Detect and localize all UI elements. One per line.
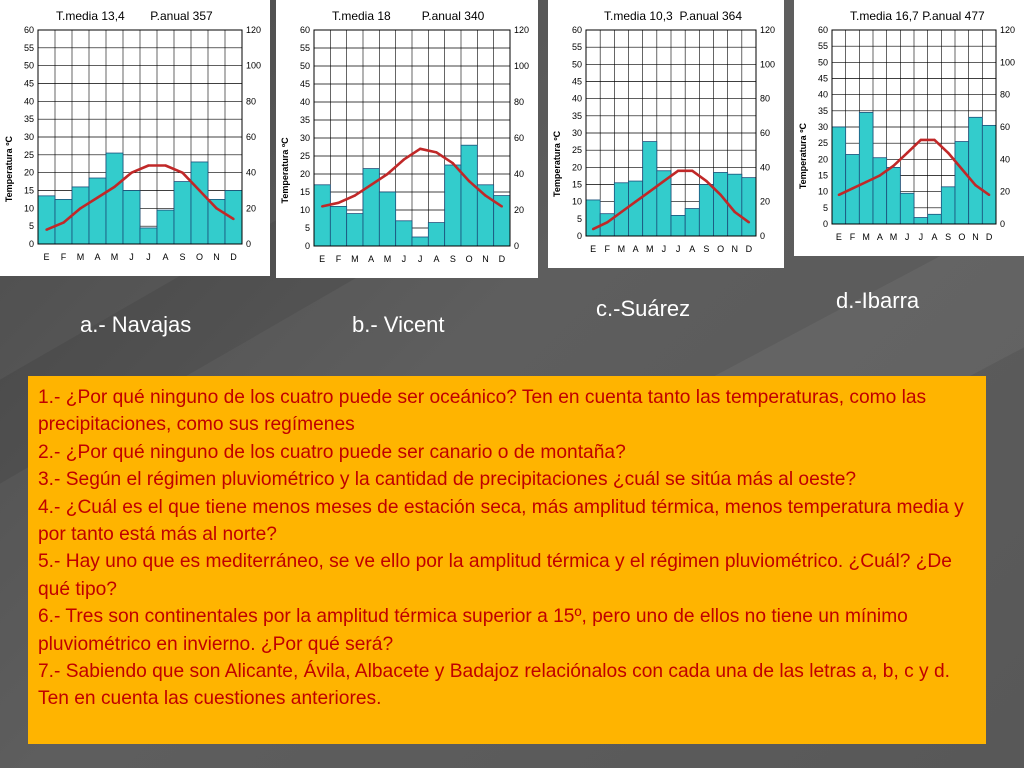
chart-d-precip-bar bbox=[900, 193, 914, 224]
chart-b-temp-tick: 30 bbox=[299, 133, 310, 143]
chart-d-temp-tick: 10 bbox=[817, 186, 828, 197]
chart-d-temp-point bbox=[961, 168, 963, 170]
chart-c-temp-point bbox=[620, 211, 622, 213]
chart-c-precip-tick: 60 bbox=[760, 128, 771, 138]
chart-c-temp-point bbox=[663, 180, 665, 182]
chart-d-temp-tick: 30 bbox=[817, 122, 828, 132]
chart-b-temp-point bbox=[403, 158, 405, 160]
chart-c-temp-tick: 15 bbox=[571, 179, 582, 190]
chart-c-temp-tick: 40 bbox=[571, 93, 582, 104]
chart-a-precip-bar bbox=[225, 191, 242, 245]
chart-d-month-label: J bbox=[918, 232, 924, 242]
chart-a-temp-tick: 45 bbox=[23, 78, 34, 89]
chart-a-temp-tick: 5 bbox=[28, 221, 34, 232]
chart-d-precip-tick: 40 bbox=[1000, 154, 1011, 165]
chart-d-precip-tick: 0 bbox=[1000, 219, 1006, 229]
chart-c-precip-bar bbox=[742, 178, 756, 236]
chart-a-temp-tick: 50 bbox=[23, 60, 34, 71]
questions-box bbox=[28, 376, 986, 744]
chart-d-month-label: A bbox=[876, 232, 883, 242]
chart-b-temp-tick: 40 bbox=[299, 97, 310, 107]
chart-d-precip-bar bbox=[928, 214, 942, 224]
chart-c-temp-tick: 45 bbox=[571, 76, 582, 87]
chart-c-temp-tick: 30 bbox=[571, 128, 582, 138]
chart-b-temp-axis-label: Temperatura ºC bbox=[280, 137, 290, 204]
chart-d-month-label: E bbox=[835, 232, 842, 242]
question-5: 5.- Hay uno que es mediterráneo, se ve ello por la amplitud térmica y el régimen pluviométrico. ¿Cuál? ¿De qué tipo? bbox=[38, 551, 952, 600]
chart-c-precip-bar bbox=[699, 185, 713, 237]
chart-c-temp-tick: 60 bbox=[571, 25, 582, 35]
chart-a-temp-point bbox=[181, 171, 183, 173]
chart-d-month-label: D bbox=[985, 232, 993, 242]
chart-c-temp-tick: 55 bbox=[571, 42, 582, 53]
chart-b-temp-point bbox=[386, 173, 388, 175]
chart-c-temp-tick: 50 bbox=[571, 59, 582, 70]
chart-d-temp-point bbox=[906, 152, 908, 154]
chart-b-temp-point bbox=[354, 194, 356, 196]
chart-b-temp-tick: 50 bbox=[299, 61, 310, 71]
chart-b-month-label: E bbox=[319, 254, 326, 264]
chart-a-temp-tick: 25 bbox=[23, 149, 34, 160]
chart-d-month-label: A bbox=[931, 232, 938, 242]
chart-a-temp-tick: 0 bbox=[28, 239, 34, 249]
chart-d-temp-tick: 15 bbox=[817, 170, 828, 181]
chart-b-temp-tick: 25 bbox=[299, 151, 310, 161]
chart-c-month-label: D bbox=[745, 244, 753, 254]
chart-a-precip-bar bbox=[123, 191, 140, 245]
chart-d-precip-bar bbox=[887, 167, 901, 224]
chart-c-temp-tick: 0 bbox=[576, 231, 582, 241]
chart-c-month-label: N bbox=[731, 244, 738, 254]
chart-d-precip-tick: 60 bbox=[1000, 122, 1011, 132]
chart-a-precip-bar bbox=[157, 210, 174, 244]
chart-c-temp-tick: 35 bbox=[571, 110, 582, 121]
chart-b-month-label: M bbox=[351, 254, 359, 264]
chart-d-month-label: S bbox=[945, 232, 952, 242]
chart-b-precip-bar bbox=[461, 145, 477, 246]
chart-d-temp-tick: 20 bbox=[817, 154, 828, 165]
chart-d-temp-tick: 35 bbox=[817, 105, 828, 116]
chart-c-temp-tick: 20 bbox=[571, 162, 582, 173]
chart-c-title-precip: P.anual 364 bbox=[679, 9, 743, 23]
chart-b-precip-tick: 40 bbox=[514, 169, 525, 179]
chart-c-temp-tick: 5 bbox=[576, 213, 582, 224]
chart-c-month-label: M bbox=[617, 244, 626, 254]
chart-a-temp-tick: 30 bbox=[23, 132, 34, 142]
chart-b-month-label: S bbox=[449, 254, 456, 264]
chart-d-temp-point bbox=[920, 139, 922, 141]
chart-c-temp-point bbox=[649, 190, 651, 192]
chart-b-temp-tick: 5 bbox=[304, 223, 310, 233]
chart-c-month-label: F bbox=[604, 244, 610, 254]
chart-c-precip-bar bbox=[685, 209, 699, 236]
chart-d-temp-tick: 55 bbox=[817, 41, 828, 52]
chart-a-temp-tick: 20 bbox=[23, 167, 34, 178]
chart-a-precip-bar bbox=[38, 196, 55, 244]
chart-b-temp-point bbox=[337, 202, 339, 204]
chart-c-precip-tick: 40 bbox=[760, 162, 771, 173]
chart-d-precip-bar bbox=[873, 158, 887, 224]
chart-b-temp-tick: 45 bbox=[299, 79, 310, 89]
chart-d-precip-bar bbox=[832, 127, 846, 224]
chart-b-month-label: M bbox=[383, 254, 392, 264]
chart-c-temp-point bbox=[592, 228, 594, 230]
chart-c-temp-point bbox=[634, 200, 636, 202]
question-1: 1.- ¿Por qué ninguno de los cuatro puede ser oceánico? Ten en cuenta tanto las temperaturas, como las precipitaciones, como sus regímenes bbox=[38, 387, 927, 436]
chart-d-month-label: F bbox=[849, 232, 856, 242]
chart-d-month-label: M bbox=[862, 232, 870, 242]
chart-c-month-label: M bbox=[646, 244, 654, 254]
chart-c-precip-bar bbox=[714, 172, 728, 236]
chart-a-title-precip: P.anual 357 bbox=[150, 9, 213, 23]
chart-a-month-label: E bbox=[43, 252, 50, 262]
chart-b-temp-point bbox=[468, 180, 470, 182]
chart-a-month-label: J bbox=[146, 252, 151, 262]
chart-a-temp-point bbox=[130, 171, 132, 173]
chart-d-temp-point bbox=[879, 174, 881, 176]
chart-d-precip-tick: 80 bbox=[1000, 89, 1011, 100]
chart-a-title-temp: T.media 13,4 bbox=[56, 9, 125, 23]
climograph-d-svg bbox=[794, 0, 1024, 256]
chart-d-precip-bar bbox=[941, 187, 955, 224]
chart-d-temp-point bbox=[838, 194, 840, 196]
chart-d-precip-tick: 20 bbox=[1000, 186, 1011, 197]
chart-c-month-label: E bbox=[590, 244, 597, 254]
chart-d-temp-point bbox=[933, 139, 935, 141]
chart-a-month-label: F bbox=[60, 252, 67, 262]
chart-a-temp-tick: 35 bbox=[23, 114, 34, 125]
chart-b-precip-bar bbox=[314, 185, 330, 246]
chart-b-temp-tick: 10 bbox=[299, 205, 310, 215]
chart-d-precip-bar bbox=[982, 125, 996, 224]
chart-a-month-label: A bbox=[162, 252, 169, 262]
chart-a-month-label: A bbox=[94, 252, 101, 262]
chart-c-precip-tick: 80 bbox=[760, 93, 771, 104]
chart-d-temp-tick: 25 bbox=[817, 138, 828, 149]
chart-b-precip-bar bbox=[445, 165, 461, 246]
question-7: 7.- Sabiendo que son Alicante, Ávila, Albacete y Badajoz relaciónalos con cada una de las letras a, b, c y d. Ten en cuenta las cuestiones anteriores. bbox=[38, 661, 950, 710]
chart-b-temp-point bbox=[419, 148, 421, 150]
chart-a-month-label: M bbox=[76, 252, 85, 262]
chart-a-month-label: O bbox=[195, 252, 204, 262]
caption-b: b.- Vicent bbox=[352, 312, 445, 337]
chart-b-temp-point bbox=[370, 184, 372, 186]
chart-b-month-label: O bbox=[465, 254, 473, 264]
climograph-a-svg bbox=[0, 0, 270, 276]
chart-d-precip-tick: 120 bbox=[1000, 25, 1016, 35]
chart-b-precip-bar bbox=[396, 221, 412, 246]
chart-a-precip-tick: 100 bbox=[246, 60, 262, 71]
chart-b-temp-point bbox=[321, 205, 323, 207]
chart-b-temp-point bbox=[452, 162, 454, 164]
chart-a-temp-point bbox=[62, 221, 64, 223]
chart-c-precip-tick: 20 bbox=[760, 196, 771, 207]
chart-c-precip-bar bbox=[586, 200, 600, 236]
chart-c-month-label: J bbox=[661, 244, 667, 254]
chart-b-precip-tick: 20 bbox=[514, 205, 525, 215]
chart-d-month-label: N bbox=[972, 232, 979, 242]
chart-b-precip-bar bbox=[330, 206, 346, 246]
chart-a-month-label: J bbox=[129, 252, 134, 262]
chart-a-temp-tick: 55 bbox=[23, 42, 34, 53]
chart-d-month-label: O bbox=[958, 232, 966, 242]
climograph-c-panel bbox=[548, 0, 784, 268]
climograph-b-panel bbox=[276, 0, 538, 278]
chart-d-temp-axis-label: Temperatura ºC bbox=[798, 123, 808, 190]
question-4: 4.- ¿Cuál es el que tiene menos meses de estación seca, más amplitud térmica, menos temperatura media y por tanto está más al norte? bbox=[38, 496, 964, 546]
question-2: 2.- ¿Por qué ninguno de los cuatro puede ser canario o de montaña? bbox=[38, 441, 626, 463]
chart-a-precip-tick: 60 bbox=[246, 132, 257, 142]
caption-d: d.-Ibarra bbox=[836, 288, 920, 313]
chart-d-precip-bar bbox=[859, 112, 873, 224]
chart-c-temp-point bbox=[719, 194, 721, 196]
chart-b-precip-tick: 100 bbox=[514, 61, 530, 71]
chart-a-temp-point bbox=[215, 207, 217, 209]
chart-a-month-label: N bbox=[213, 252, 220, 262]
caption-a: a.- Navajas bbox=[80, 312, 192, 337]
chart-a-temp-axis-label: Temperatura ºC bbox=[4, 136, 14, 203]
chart-d-temp-tick: 5 bbox=[822, 202, 828, 213]
chart-a-temp-point bbox=[147, 164, 149, 166]
chart-c-temp-point bbox=[705, 180, 707, 182]
chart-b-precip-bar bbox=[428, 223, 444, 246]
chart-d-temp-point bbox=[851, 187, 853, 189]
chart-b-month-label: J bbox=[401, 254, 407, 264]
chart-a-temp-point bbox=[45, 229, 47, 231]
climograph-d-panel bbox=[794, 0, 1024, 256]
chart-d-temp-tick: 0 bbox=[822, 219, 828, 229]
chart-d-month-label: J bbox=[904, 232, 910, 242]
chart-b-temp-tick: 20 bbox=[299, 169, 310, 179]
chart-a-temp-point bbox=[96, 196, 98, 198]
chart-b-temp-point bbox=[501, 205, 503, 207]
chart-a-precip-tick: 0 bbox=[246, 239, 252, 249]
chart-c-temp-point bbox=[748, 221, 750, 223]
chart-b-title-temp: T.media 18 bbox=[332, 9, 391, 23]
chart-b-month-label: A bbox=[433, 254, 440, 264]
chart-a-temp-tick: 60 bbox=[23, 25, 34, 35]
chart-d-precip-tick: 100 bbox=[1000, 57, 1016, 68]
chart-b-temp-point bbox=[435, 151, 437, 153]
chart-d-precip-bar bbox=[914, 218, 928, 224]
chart-a-month-label: D bbox=[230, 252, 237, 262]
chart-d-temp-tick: 40 bbox=[817, 89, 828, 100]
chart-d-precip-bar bbox=[955, 142, 969, 224]
chart-a-precip-bar bbox=[140, 228, 157, 244]
chart-a-temp-tick: 15 bbox=[23, 185, 34, 196]
chart-c-precip-bar bbox=[671, 215, 685, 236]
chart-c-temp-point bbox=[691, 170, 693, 172]
chart-b-temp-point bbox=[484, 194, 486, 196]
chart-b-month-label: J bbox=[417, 254, 423, 264]
chart-d-temp-point bbox=[947, 152, 949, 154]
chart-c-temp-point bbox=[606, 221, 608, 223]
chart-a-temp-point bbox=[113, 186, 115, 188]
chart-b-month-label: A bbox=[368, 254, 375, 264]
chart-a-precip-bar bbox=[208, 199, 225, 244]
climograph-a-panel bbox=[0, 0, 270, 276]
chart-d-temp-point bbox=[865, 181, 867, 183]
chart-c-title-temp: T.media 10,3 bbox=[604, 9, 673, 23]
chart-c-temp-axis-label: Temperatura ºC bbox=[552, 130, 562, 197]
chart-d-temp-tick: 60 bbox=[817, 25, 828, 35]
chart-c-month-label: A bbox=[689, 244, 696, 254]
chart-d-month-label: M bbox=[889, 232, 898, 242]
chart-c-precip-tick: 0 bbox=[760, 231, 766, 241]
chart-b-precip-bar bbox=[347, 214, 363, 246]
chart-c-month-label: O bbox=[717, 244, 725, 254]
chart-c-precip-tick: 100 bbox=[760, 59, 776, 70]
chart-a-month-label: S bbox=[179, 252, 186, 262]
chart-c-temp-tick: 25 bbox=[571, 145, 582, 156]
chart-b-temp-tick: 55 bbox=[299, 43, 310, 53]
chart-d-title-precip: P.anual 477 bbox=[922, 9, 985, 23]
chart-a-precip-tick: 80 bbox=[246, 96, 257, 107]
chart-a-temp-point bbox=[79, 207, 81, 209]
chart-b-temp-tick: 35 bbox=[299, 115, 310, 125]
chart-b-temp-tick: 60 bbox=[299, 25, 310, 35]
chart-a-precip-tick: 20 bbox=[246, 203, 257, 214]
chart-b-precip-tick: 60 bbox=[514, 133, 525, 143]
chart-c-temp-point bbox=[734, 211, 736, 213]
chart-b-month-label: F bbox=[335, 254, 342, 264]
climograph-c-svg bbox=[548, 0, 784, 268]
climograph-b-svg bbox=[276, 0, 538, 278]
chart-a-temp-point bbox=[232, 218, 234, 220]
chart-a-precip-tick: 40 bbox=[246, 167, 257, 178]
chart-d-temp-tick: 45 bbox=[817, 73, 828, 84]
chart-b-precip-bar bbox=[379, 192, 395, 246]
chart-b-precip-tick: 80 bbox=[514, 97, 525, 107]
chart-c-precip-bar bbox=[629, 181, 643, 236]
chart-c-month-label: S bbox=[703, 244, 710, 254]
chart-a-precip-bar bbox=[174, 182, 191, 244]
chart-a-precip-tick: 120 bbox=[246, 25, 262, 35]
question-6: 6.- Tres son continentales por la amplitud térmica superior a 15º, pero uno de ellos no tiene un mínimo pluviométrico en invierno. ¿Por qué será? bbox=[38, 606, 908, 655]
chart-c-temp-tick: 10 bbox=[571, 196, 582, 207]
chart-b-month-label: N bbox=[482, 254, 489, 264]
chart-a-month-label: M bbox=[110, 252, 119, 262]
chart-a-temp-point bbox=[198, 189, 200, 191]
chart-b-precip-bar bbox=[412, 237, 428, 246]
chart-c-temp-point bbox=[677, 170, 679, 172]
chart-d-temp-point bbox=[892, 165, 894, 167]
chart-d-temp-point bbox=[988, 194, 990, 196]
chart-a-precip-bar bbox=[191, 162, 208, 244]
chart-a-temp-tick: 40 bbox=[23, 96, 34, 107]
chart-a-temp-tick: 10 bbox=[23, 203, 34, 214]
chart-a-temp-point bbox=[164, 164, 166, 166]
chart-c-precip-tick: 120 bbox=[760, 25, 776, 35]
chart-d-temp-point bbox=[974, 184, 976, 186]
question-3: 3.- Según el régimen pluviométrico y la cantidad de precipitaciones ¿cuál se sitúa más al oeste? bbox=[38, 469, 857, 491]
caption-c: c.-Suárez bbox=[596, 296, 691, 321]
chart-d-temp-tick: 50 bbox=[817, 57, 828, 68]
chart-b-precip-tick: 0 bbox=[514, 241, 520, 251]
chart-b-title-precip: P.anual 340 bbox=[421, 9, 485, 23]
chart-a-precip-bar bbox=[106, 153, 123, 244]
chart-d-precip-bar bbox=[969, 117, 983, 224]
chart-c-month-label: J bbox=[675, 244, 681, 254]
chart-c-month-label: A bbox=[632, 244, 639, 254]
chart-b-precip-tick: 120 bbox=[514, 25, 530, 35]
chart-a-precip-bar bbox=[89, 178, 106, 244]
chart-d-title-temp: T.media 16,7 bbox=[850, 9, 919, 23]
chart-b-temp-tick: 0 bbox=[304, 241, 310, 251]
chart-b-temp-tick: 15 bbox=[299, 187, 310, 197]
chart-b-month-label: D bbox=[498, 254, 506, 264]
chart-a-precip-bar bbox=[72, 187, 89, 244]
